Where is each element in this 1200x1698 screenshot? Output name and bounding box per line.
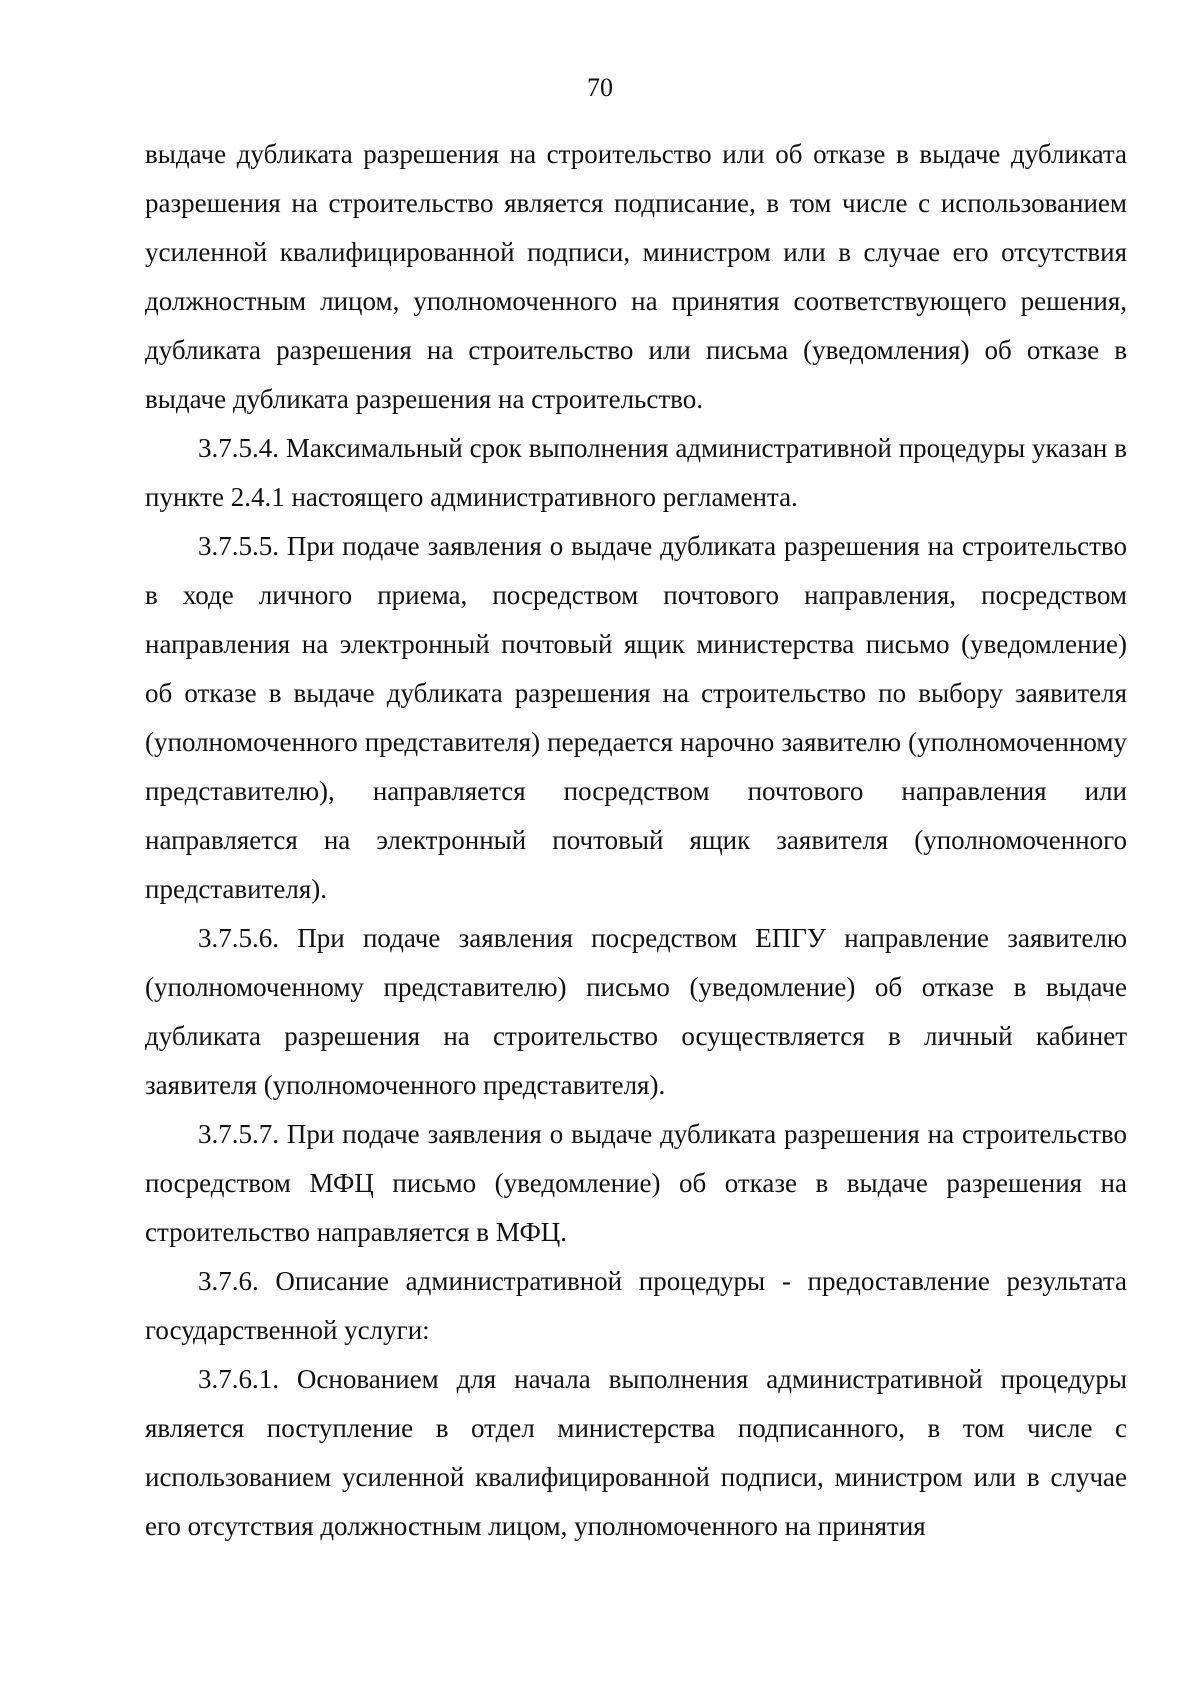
paragraph-3-7-5-5: 3.7.5.5. При подаче заявления о выдаче дубликата разрешения на строительство в ходе личного приема, посредством почтового направления, посредством направления на электронный почтовый ящик министерства письмо (уведомление) об отказе в выдаче дубликата разрешения на строительство по выбору заявителя (уполномоченного представителя) передается нарочно заявителю (уполномоченному представителю), направляется посредством почтового направления или направляется на электронный почтовый ящик заявителя (уполномоченного представителя). [145, 531, 1127, 904]
paragraph-3-7-6: 3.7.6. Описание административной процедуры - предоставление результата государственной услуги: [145, 1266, 1127, 1345]
paragraph-continuation: выдаче дубликата разрешения на строительство или об отказе в выдаче дубликата разрешения на строительство является подписание, в том числе с использованием усиленной квалифицированной подписи, министром или в случае его отсутствия должностным лицом, уполномоченного на принятия соответствующего решения, дубликата разрешения на строительство или письма (уведомления) об отказе в выдаче дубликата разрешения на строительство. [145, 139, 1127, 414]
document-body [145, 130, 1127, 1551]
paragraph-3-7-5-7: 3.7.5.7. При подаче заявления о выдаче дубликата разрешения на строительство посредством МФЦ письмо (уведомление) об отказе в выдаче разрешения на строительство направляется в МФЦ. [145, 1119, 1127, 1247]
page-number: 70 [587, 73, 613, 102]
paragraph-3-7-6-1: 3.7.6.1. Основанием для начала выполнения административной процедуры является поступление в отдел министерства подписанного, в том числе с использованием усиленной квалифицированной подписи, министром или в случае его отсутствия должностным лицом, уполномоченного на принятия [145, 1364, 1127, 1541]
paragraph-3-7-5-6: 3.7.5.6. При подаче заявления посредством ЕПГУ направление заявителю (уполномоченному представителю) письмо (уведомление) об отказе в выдаче дубликата разрешения на строительство осуществляется в личный кабинет заявителя (уполномоченного представителя). [145, 923, 1127, 1100]
paragraph-3-7-5-4: 3.7.5.4. Максимальный срок выполнения административной процедуры указан в пункте 2.4.1 настоящего административного регламента. [145, 433, 1127, 512]
